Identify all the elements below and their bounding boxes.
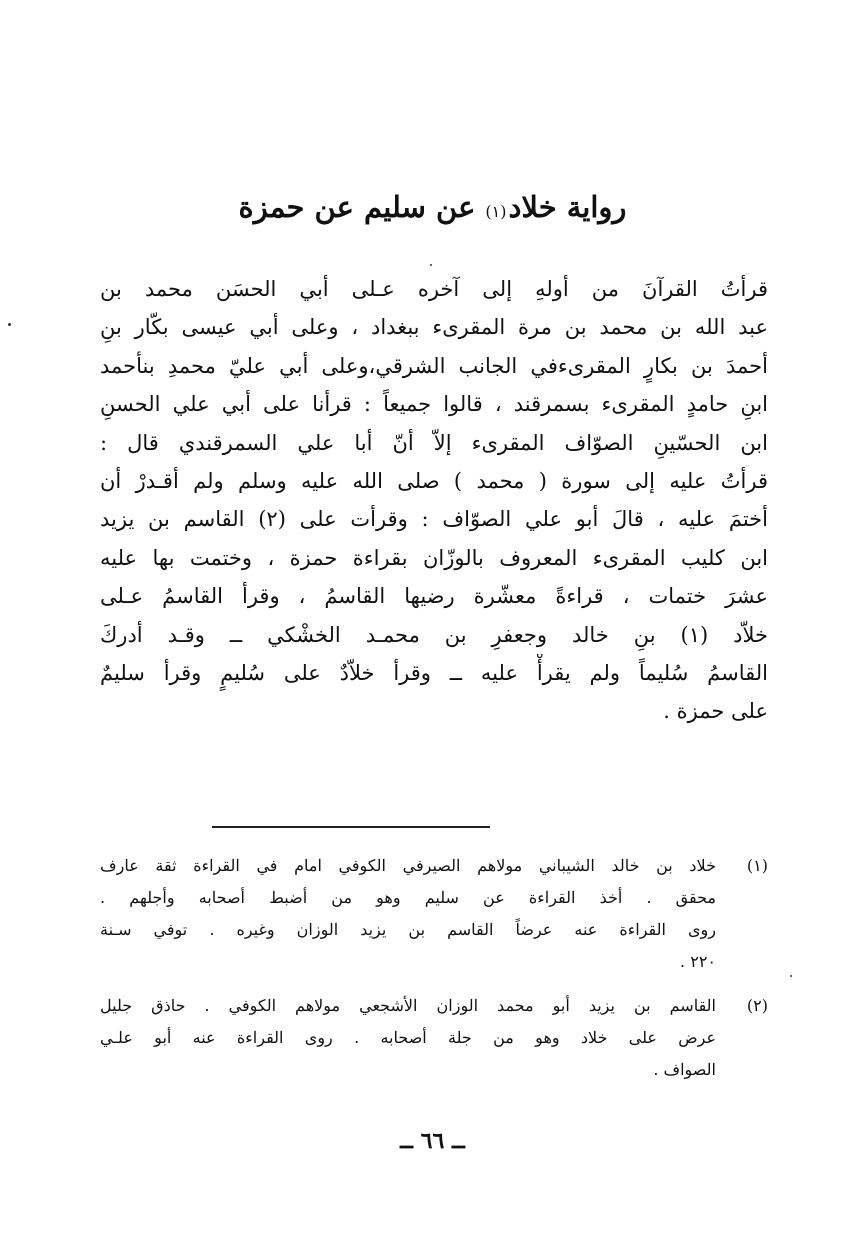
footnote-number: (٢) xyxy=(746,996,768,1015)
text-line: القاسمُ سُليماً ولم يقرأْ عليه ــ وقرأ خلاّدٌ على سُليمٍ وقرأ سليمٌ xyxy=(100,660,768,685)
text-line: قرأتُ القرآنَ من أولهِ إلى آخره عـلى أبي الحسَن محمد بن xyxy=(100,277,768,301)
text-line: أختمَ عليه ، قالَ أبو علي الصوّاف : وقرأت على (٢) القاسم بن يزيد xyxy=(100,507,768,532)
main-text xyxy=(100,270,768,731)
chapter-title xyxy=(0,190,865,224)
title-footnote-ref: (١) xyxy=(485,202,507,221)
text-line: ابنِ حامدٍ المقرىء بسمرقند ، قالوا جميعاً : قرأنا على أبي علي الحسنِ xyxy=(100,392,768,417)
footnote-line: ٢٢٠ . xyxy=(680,952,716,971)
footnote-number: (١) xyxy=(746,856,768,875)
text-line: على حمزة . xyxy=(663,699,768,724)
footnote-line: محقق . أخذ القراءة عن سليم وهو من أضبط أصحابه وأجلهم . xyxy=(100,888,716,907)
text-line: عبد الله بن محمد بن مرة المقرىء ببغداد ، وعلى أبي عيسى بكّار بنِ xyxy=(100,315,768,340)
footnote-line: خلاد بن خالد الشيباني مولاهم الصيرفي الكوفي امام في القراءة ثقة عارف xyxy=(100,856,716,875)
text-line: ابن الحسّينِ الصوّاف المقرىء إلاّ أنّ أبا علي السمرقندي قال : xyxy=(100,430,768,455)
footnote-item xyxy=(100,850,768,978)
footnote-line: الصواف . xyxy=(653,1060,716,1079)
footnote-line: عرض على خلاد وهو من جلة أصحابه . روى القراءة عنه أبو علـي xyxy=(100,1028,716,1047)
footnote-line: روى القراءة عنه عرضاً القاسم بن يزيد الوزان وغيره . توفي سـنة xyxy=(100,920,716,939)
footnote-line: القاسم بن يزيد أبو محمد الوزان الأشجعي مولاهم الكوفي . حاذق جليل xyxy=(100,996,716,1015)
title-text-before: رواية خلاد xyxy=(508,190,627,224)
footnotes xyxy=(100,850,768,1086)
scan-speck xyxy=(790,975,792,977)
footnote-item xyxy=(100,990,768,1086)
title-text-after: عن سليم عن حمزة xyxy=(238,190,476,224)
page-number: ــ ٦٦ ــ xyxy=(400,1128,465,1154)
scan-speck xyxy=(8,323,11,326)
text-line: خلاّد (١) بنِ خالد وجعفرِ بن محمـد الخشْكي ــ وقـد أدركَ xyxy=(100,622,768,647)
scan-speck xyxy=(430,264,432,266)
footnote-separator xyxy=(212,826,490,828)
text-line: أحمدَ بن بكارٍ المقرىءفي الجانب الشرقي،وعلى أبي عليّ محمدِ بنأحمد xyxy=(100,353,768,378)
text-line: عشرَ ختمات ، قراءةً معشّرة رضيها القاسمُ ، وقرأ القاسمُ عـلى xyxy=(100,584,768,609)
text-line: ابن كليب المقرىء المعروف بالوزّان بقراءة حمزة ، وختمت بها عليه xyxy=(100,545,768,570)
text-line: قرأتُ عليه إلى سورة ( محمد ) صلى الله عليه وسلم ولم أقـدرْ أن xyxy=(100,468,768,493)
